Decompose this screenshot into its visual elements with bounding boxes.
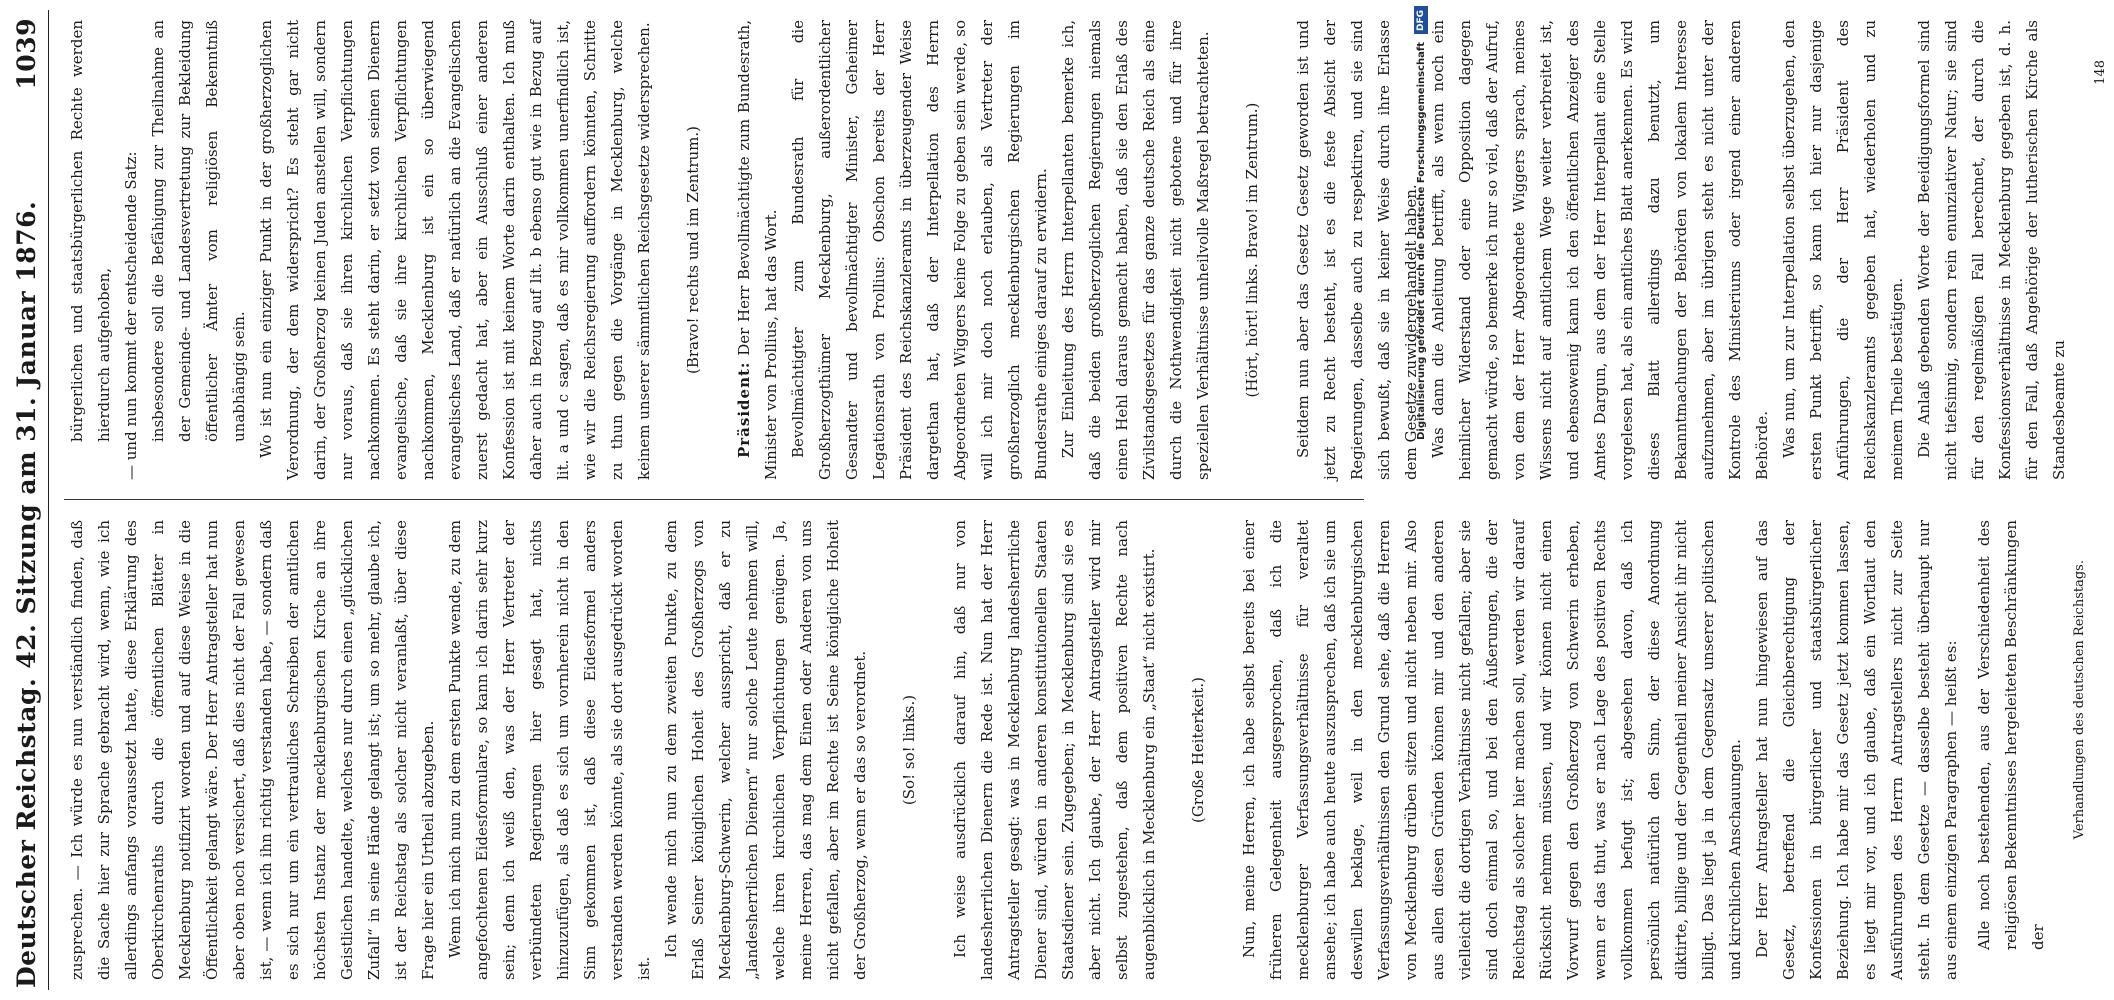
paragraph: Was dann die Anleitung betrifft, als wenn noch ein heimlicher Widerstand oder eine Opposition dagegen gemacht würde, so bemerke ich nur so viel, daß der Aufruf, von dem der Herr Abgeordnete Wiggers sprach, meines Wissens nicht auf amtlichem Wege weiter verbreitet ist, und ebensowenig kann ich den öffentlichen Anzeiger des Amtes Dargun, aus dem der Herr Interpellant eine Stelle vorgelesen hat, als ein amtliches Blatt anerkennen. Es wird dieses Blatt allerdings dazu benutzt, um Bekanntmachungen der Behörden von lokalem Interesse aufzunehmen, aber im übrigen steht es nicht unter der Kontrole des Ministeriums oder irgend einer anderen Behörde.: [1429, 20, 1771, 480]
speaker-name: Bevollmächtigter zum Bundesrath für die Großherzogthümer Mecklenburg, außerordentlicher Gesandter und bevollmächtigter Minister, Geheimer Legationsrath von Prollius:: [789, 20, 888, 480]
signature-mark: 148: [2093, 60, 2108, 85]
column-divider: [64, 499, 1364, 500]
stage-direction: (Hört, hört! links. Bravo! im Zentrum.): [1243, 102, 1261, 398]
speech-text: Der Herr Bevollmächtigte zum Bundesrath, Minister von Prollius, hat das Wort.: [735, 20, 780, 480]
paragraph: Nun, meine Herren, ich habe selbst bereits bei einer früheren Gelegenheit ausgesprochen, daß ich die mecklenburger Verfassungsverhältnisse für veraltet ansehe; ich habe auch heute auszusprechen, daß ich sie um deswillen beklage, weil in den mecklenburgischen Verfassungsverhältnissen den Grund sehe, daß die Herren von Mecklenburg drüben sitzen und nicht neben mir. Also aus allen diesen Gründen können mir und den anderen vielleicht die dortigen Verhältnisse nicht gefallen; aber sie sind doch einmal so, und bei den Äußerungen, die der Reichstag als solcher hier machen soll, werden wir darauf Rücksicht nehmen müssen, und wir können nicht einen Vorwurf gegen den Großherzog von Schwerin erheben, wenn er das thut, was er nach Lage des positiven Rechts vollkommen befugt ist; abgesehen davon, daß ich persönlich natürlich den Sinn, der diese Anordnung diktirte, billige und der Gegentheil meiner Ansicht ihr nicht billigt. Das liegt ja in dem Gegensatz unserer politischen und kirchlichen Anschauungen.: [1240, 520, 1744, 980]
paragraph: [785, 20, 1055, 480]
stage-direction: (Bravo! rechts und im Zentrum.): [684, 125, 702, 375]
stage-direction: (Große Heiterkeit.): [1189, 677, 1207, 823]
dfg-logo: DFG: [1414, 6, 1428, 34]
stage-direction: (So! so! links.): [900, 694, 918, 806]
speaker-name: Präsident:: [735, 361, 753, 458]
paragraph: Ich wende mich nun zu dem zweiten Punkte, zu dem Erlaß Seiner königlichen Hoheit des Großherzogs von Mecklenburg-Schwerin, welcher ausspricht, daß er zu „landesherrlichen Dienern“ nur solche Leute nehmen will, welche ihren kirchlichen Verpflichtungen genügen. Ja, meine Herren, das mag dem Einen oder Anderen von uns nicht gefallen, aber im Rechte ist Seine königliche Hoheit der Großherzog, wenn er das so verordnet.: [662, 520, 869, 980]
digitization-credit: [1414, 6, 1428, 866]
paragraph: Was nun, um zur Interpellation selbst überzugehen, den ersten Punkt betrifft, so kann ich hier nur dasjenige Anführungen, die der Herr Präsident des Reichskanzleramts gegeben hat, wiederholen und zu meinem Theile bestätigen.: [1780, 20, 1906, 480]
speech-text: Obschon bereits der Herr Präsident des Reichskanzleramts in überzeugender Weise dargethan hat, daß der Interpellation des Herrn Abgeordneten Wiggers keine Folge zu geben sein werde, so will ich mir doch noch erlauben, als Vertreter der großherzoglich mecklenburgischen Regierungen im Bundesrathe einiges darauf zu erwidern.: [870, 19, 1050, 480]
paragraph: Wo ist nun ein einziger Punkt in der großherzoglichen Verordnung, der dem widerspricht? Es steht gar nicht darin, der Großherzog keinen Juden anstellen will, sondern nur voraus, daß sie ihren kirchlichen Verpflichtungen nachkommen. Es steht darin, er setzt von seinen Dienern evangelische, daß sie ihre kirchlichen Verpflichtungen nachkommen, Mecklenburg ist ein so überwiegend evangelisches Land, daß er natürlich an die Evangelischen zuerst gedacht hat, aber ein Ausschluß einer anderen Konfession ist mit keinem Worte darin enthalten. Ich muß daher auch in Bezug auf lit. b ebenso gut wie in Bezug auf lit. a und c sagen, daß es mir vollkommen unerfindlich ist, wie wir die Reichsregierung auffordern könnten, Schritte zu thun gegen die Vorgänge in Mecklenburg, welche keinem unserer sämmtlichen Reichsgesetze widersprechen.: [257, 20, 653, 480]
page-header: [4, 10, 49, 990]
running-title: Deutscher Reichstag. 42. Sitzung am 31. Januar 1876.: [11, 200, 41, 988]
quoted-law: bürgerlichen und staatsbürgerlichen Rechte werden hierdurch aufgehoben,: [68, 20, 113, 442]
paragraph: Die Anlaß gebenden Worte der Beeidigungsformel sind nicht tiefsinnig, sondern rein enunziativer Natur; sie sind für den regelmäßigen Fall berechnet, der durch die Konfessionsverhältnisse in Mecklenburg gegeben ist, d. h. für den Fall, daß Angehörige der lutherischen Kirche als Standesbeamte zu: [1915, 20, 2068, 480]
credit-text: Digitalisierung gefördert durch die Deutsche Forschungsgemeinschaft: [1415, 42, 1427, 440]
paragraph: Der Herr Antragsteller hat nun hingewiesen auf das Gesetz, betreffend die Gleichberechtigung der Konfessionen in bürgerlicher und staatsbürgerlicher Beziehung. Ich habe mir das Gesetz jetzt kommen lassen, es liegt mir vor, und ich glaube, daß ein Wortlaut den Ausführungen des Herrn Antragstellers nicht zur Seite steht. In dem Gesetze — dasselbe besteht überhaupt nur aus einem einzigen Paragraphen — heißt es:: [1753, 520, 1960, 980]
paragraph: zusprechen. — Ich würde es nun verständlich finden, daß die Sache hier zur Sprache gebracht wird, wenn, wie ich allerdings anfangs voraussetzt hatte, diese Erklärung des Oberkirchenraths durch die öffentlichen Blätter in Mecklenburg notifizirt worden und auf diese Weise in die Öffentlichkeit gelangt wäre. Der Herr Antragsteller hat nun aber oben noch versichert, daß dies nicht der Fall gewesen ist, — wenn ich ihn richtig verstanden habe, — sondern daß es sich nur um ein vertrauliches Schreiben der amtlichen höchsten Instanz der mecklenburgischen Kirche an ihre Geistlichen handelte, welches nur durch einen „glücklichen Zufall“ in seine Hände gelangt ist; um so mehr, glaube ich, ist der Reichstag als solcher nicht veranlaßt, über diese Frage hier ein Urtheil abzugeben.: [68, 520, 437, 980]
paragraph: Zur Einleitung des Herrn Interpellanten bemerke ich, daß die beiden großherzoglichen Regierungen niemals einen Hehl daraus gemacht haben, daß sie den Erlaß des Zivilstandsgesetzes für das ganze deutsche Reich als eine durch die Nothwendigkeit nicht gebotene und für ihre speziellen Verhältnisse unheilvolle Maßregel betrachteten.: [1059, 20, 1212, 480]
paragraph: Wenn ich mich nun zu dem ersten Punkte wende, zu dem angefochtenen Eidesformulare, so kann ich darin sehr kurz sein; denn ich weiß den, was der Herr Vertreter der verbündeten Regierungen hier gesagt hat, nichts hinzuzufügen, als daß es sich um vornherein nicht in den Sinn gekommen ist, daß diese Eidesformel anders verstanden werden könnte, als sie dort ausgedrückt worden ist.: [446, 520, 653, 980]
quoted-law: Alle noch bestehenden, aus der Verschiedenheit des religiösen Bekenntnisses hergeleiteten Beschränkungen der: [1975, 520, 2047, 950]
paragraph: [731, 20, 785, 480]
paragraph: — und nun kommt der entscheidende Satz:: [122, 151, 140, 480]
left-column: [64, 520, 2087, 980]
paragraph: Seitdem nun aber das Gesetz Gesetz geworden ist und jetzt zu Recht besteht, ist es die feste Absicht der Regierungen, dasselbe auch zu respektiren, und sie sind sich bewußt, daß sie in keiner Weise durch ihre Erlasse dem Gesetze zuwidergehandelt haben.: [1294, 20, 1420, 480]
paragraph: Ich weise ausdrücklich darauf hin, daß nur von landesherrlichen Dienern die Rede ist. Nun hat der Herr Antragsteller gesagt: was in Mecklenburg landesherrliche Diener sind, würden in anderen konstitutionellen Staaten Staatsdiener sein. Zugegeben; in Mecklenburg sind sie es aber nicht. Ich glaube, der Herr Antragsteller wird mir selbst zugestehen, daß dem positiven Rechte nach augenblicklich in Mecklenburg ein „Staat“ nicht existirt.: [951, 520, 1158, 980]
page-number: 1039: [11, 18, 41, 90]
footer-note: Verhandlungen des deutschen Reichstags.: [2072, 560, 2087, 840]
quoted-law: insbesondere soll die Befähigung zur Theilnahme an der Gemeinde- und Landesvertretung zur Bekleidung öffentlicher Ämter vom religiösen Bekenntniß unabhängig sein.: [149, 20, 248, 442]
